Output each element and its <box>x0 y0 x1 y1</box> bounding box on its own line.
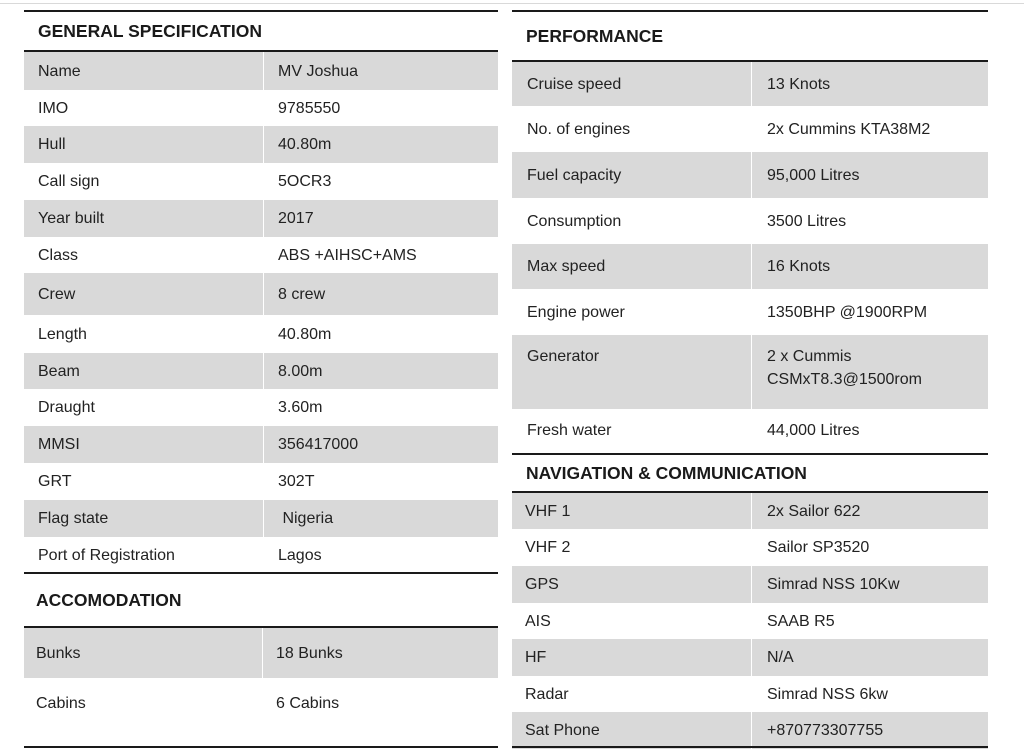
navigation-row <box>512 712 988 749</box>
performance-value: 2x Cummins KTA38M2 <box>767 120 931 138</box>
general-value: ABS +AIHSC+AMS <box>278 246 417 264</box>
general-column-divider <box>263 353 264 389</box>
navigation-column-divider <box>751 639 752 676</box>
navigation-row <box>512 603 988 639</box>
general-column-divider <box>263 126 264 163</box>
general-value: 40.80m <box>278 136 332 153</box>
general-value: Lagos <box>278 547 322 564</box>
navigation-value: Simrad NSS 6kw <box>767 685 888 703</box>
navigation-value: +870773307755 <box>767 722 884 739</box>
general-value: 3.60m <box>278 399 323 416</box>
navigation-label: HF <box>525 649 547 666</box>
accommodation-value: 6 Cabins <box>276 694 340 712</box>
performance-column-divider <box>751 198 752 244</box>
performance-row <box>512 152 988 198</box>
general-value: 8 crew <box>278 285 326 303</box>
general-value: 302T <box>278 473 315 490</box>
general-label: Beam <box>38 362 80 380</box>
general-label: Call sign <box>38 173 100 190</box>
general-row <box>24 426 498 463</box>
navigation-label: VHF 1 <box>525 502 571 520</box>
general-value: 356417000 <box>278 436 359 453</box>
general-row <box>24 463 498 500</box>
general-label: Name <box>38 62 81 80</box>
navigation-label: Radar <box>525 685 569 703</box>
performance-value <box>751 335 988 409</box>
navigation-value: SAAB R5 <box>767 612 835 630</box>
performance-label: Generator <box>527 348 600 365</box>
navigation-value: N/A <box>767 649 794 666</box>
top-divider <box>0 3 1024 4</box>
general-specification-table <box>24 10 498 580</box>
general-column-divider <box>263 463 264 500</box>
general-label: IMO <box>38 99 69 117</box>
general-row <box>24 52 498 90</box>
performance-column-divider <box>751 289 752 335</box>
accommodation-column-divider <box>262 678 263 728</box>
navigation-row <box>512 676 988 712</box>
general-column-divider <box>263 273 264 315</box>
performance-value: 13 Knots <box>767 75 831 93</box>
general-label: Year built <box>38 210 105 227</box>
general-row <box>24 200 498 237</box>
performance-heading: PERFORMANCE <box>512 10 988 62</box>
performance-column-divider <box>751 335 752 409</box>
general-row <box>24 500 498 537</box>
general-column-divider <box>263 163 264 200</box>
general-row <box>24 126 498 163</box>
performance-label: Fuel capacity <box>527 166 622 184</box>
navigation-label: VHF 2 <box>525 539 571 556</box>
navigation-label: GPS <box>525 576 559 593</box>
general-row <box>24 389 498 426</box>
general-column-divider <box>263 90 264 126</box>
navigation-value: Simrad NSS 10Kw <box>767 576 900 593</box>
performance-column-divider <box>751 62 752 106</box>
performance-value: 95,000 Litres <box>767 166 860 184</box>
navigation-label: Sat Phone <box>525 722 600 739</box>
performance-value: 3500 Litres <box>767 212 847 230</box>
performance-value-line1: 2 x Cummis <box>767 348 852 365</box>
navigation-label: AIS <box>525 612 551 630</box>
performance-value: 44,000 Litres <box>767 422 860 439</box>
general-label: Flag state <box>38 510 109 527</box>
performance-row <box>512 335 988 409</box>
general-label: Class <box>38 246 79 264</box>
navigation-value: Sailor SP3520 <box>767 539 870 556</box>
performance-label: Fresh water <box>527 422 612 439</box>
navigation-column-divider <box>751 676 752 712</box>
navigation-row <box>512 566 988 603</box>
performance-column-divider <box>751 152 752 198</box>
performance-row <box>512 198 988 244</box>
navigation-column-divider <box>751 603 752 639</box>
general-row <box>24 90 498 126</box>
navigation-column-divider <box>751 529 752 566</box>
navigation-column-divider <box>751 493 752 529</box>
general-value: 5OCR3 <box>278 173 332 190</box>
accommodation-label: Cabins <box>36 694 86 712</box>
general-label: Length <box>38 325 87 343</box>
navigation-row <box>512 529 988 566</box>
general-row <box>24 273 498 315</box>
general-value: 40.80m <box>278 325 332 343</box>
navigation-value: 2x Sailor 622 <box>767 502 861 520</box>
general-value: Nigeria <box>278 510 334 527</box>
performance-row <box>512 62 988 106</box>
general-row <box>24 237 498 273</box>
performance-column-divider <box>751 106 752 152</box>
accommodation-bottom-rule <box>24 746 498 748</box>
performance-label: No. of engines <box>527 120 631 138</box>
general-column-divider <box>263 537 264 574</box>
accommodation-row <box>24 678 498 728</box>
general-specification-heading: GENERAL SPECIFICATION <box>24 10 498 52</box>
navigation-column-divider <box>751 712 752 749</box>
general-label: Crew <box>38 285 76 303</box>
general-label: Hull <box>38 136 66 153</box>
performance-column-divider <box>751 244 752 289</box>
general-label: GRT <box>38 473 72 490</box>
performance-value: 1350BHP @1900RPM <box>767 303 928 321</box>
general-column-divider <box>263 315 264 353</box>
performance-row <box>512 106 988 152</box>
general-label: Draught <box>38 399 95 416</box>
general-value: 2017 <box>278 210 314 227</box>
navigation-bottom-rule <box>512 746 988 748</box>
general-column-divider <box>263 200 264 237</box>
general-label: Port of Registration <box>38 547 175 564</box>
general-row <box>24 163 498 200</box>
general-value: MV Joshua <box>278 62 359 80</box>
navigation-row <box>512 639 988 676</box>
navigation-communication-table <box>512 453 988 750</box>
accommodation-column-divider <box>262 628 263 678</box>
general-value: 8.00m <box>278 362 323 380</box>
performance-row <box>512 244 988 289</box>
general-column-divider <box>263 389 264 426</box>
accommodation-row <box>24 628 498 678</box>
performance-row <box>512 409 988 452</box>
performance-value: 16 Knots <box>767 258 831 275</box>
performance-row <box>512 289 988 335</box>
performance-label: Engine power <box>527 303 625 321</box>
general-row <box>24 353 498 389</box>
general-row <box>24 315 498 353</box>
navigation-communication-heading: NAVIGATION & COMMUNICATION <box>512 453 988 493</box>
performance-table <box>512 10 988 455</box>
accommodation-value: 18 Bunks <box>276 644 343 662</box>
performance-column-divider <box>751 409 752 452</box>
performance-label: Consumption <box>527 212 622 230</box>
general-value: 9785550 <box>278 99 341 117</box>
general-column-divider <box>263 237 264 273</box>
general-label: MMSI <box>38 436 80 453</box>
general-column-divider <box>263 52 264 90</box>
performance-value-line2: CSMxT8.3@1500rom <box>767 371 922 388</box>
general-row <box>24 537 498 574</box>
accommodation-table <box>24 572 498 750</box>
navigation-row <box>512 493 988 529</box>
navigation-column-divider <box>751 566 752 603</box>
accommodation-heading: ACCOMODATION <box>24 572 498 628</box>
accommodation-label: Bunks <box>36 644 81 662</box>
general-column-divider <box>263 500 264 537</box>
general-column-divider <box>263 426 264 463</box>
performance-label: Max speed <box>527 258 606 275</box>
performance-label: Cruise speed <box>527 75 622 93</box>
